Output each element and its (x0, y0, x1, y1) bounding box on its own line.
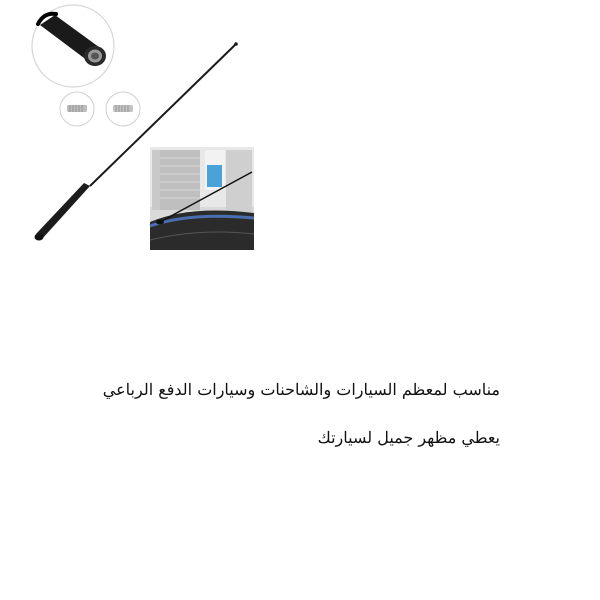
antenna-base-closeup (32, 5, 114, 87)
feature-line-1: مناسب لمعظم السيارات والشاحنات وسيارات الدفع الرباعي (102, 380, 500, 399)
product-image (0, 0, 270, 260)
feature-line-2: يعطي مظهر جميل لسيارتك (317, 428, 500, 447)
adapter-screw-2 (106, 92, 140, 126)
adapter-screw-1 (60, 92, 94, 126)
installed-photo (150, 147, 254, 250)
